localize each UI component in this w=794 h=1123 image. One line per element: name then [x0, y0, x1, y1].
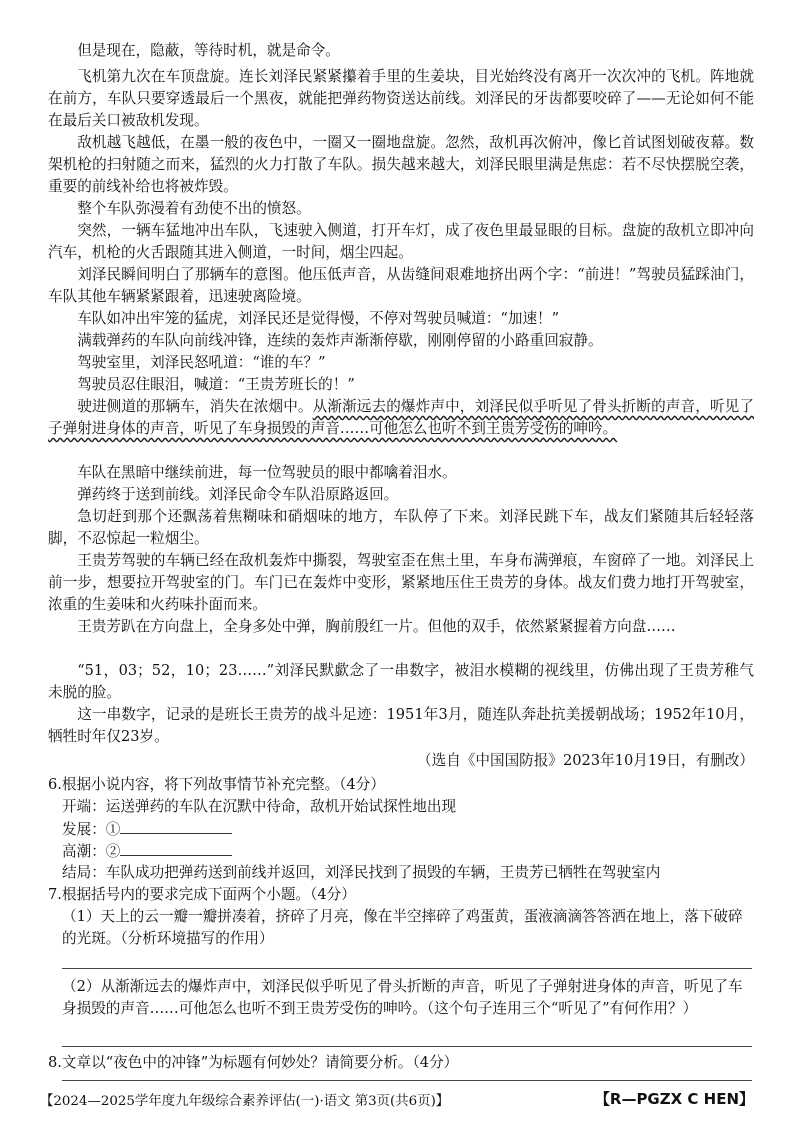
answer-line[interactable] [62, 1080, 752, 1081]
story-paragraph: 飞机第九次在车顶盘旋。连长刘泽民紧紧攥着手里的生姜块，目光始终没有离开一次次冲的飞机。阵地就在前方，车队只要穿透最后一个黑夜，就能把弹药物资送达前线。刘泽民的牙齿都要咬碎了——无论如何不能在最后关口被敌机发现。 [48, 68, 754, 129]
q6-climax [62, 840, 754, 863]
q6-start: 开端：运送弹药的车队在沉默中待命，敌机开始试探性地出现 [62, 798, 457, 815]
story-paragraph: 车队在黑暗中继续前进，每一位驾驶员的眼中都噙着泪水。 [77, 464, 457, 481]
question-6-title: 6.根据小说内容，将下列故事情节补充完整。（4分） [48, 776, 385, 793]
answer-line[interactable] [62, 1046, 752, 1047]
story-paragraph: 但是现在，隐蔽，等待时机，就是命令。 [77, 42, 340, 59]
story-paragraph: 王贵芳趴在方向盘上，全身多处中弹，胸前殷红一片。但他的双手，依然紧紧握着方向盘…… [77, 618, 676, 635]
story-sentence: 驶进侧道的那辆车，消失在浓烟中。 [77, 398, 313, 415]
answer-line[interactable] [62, 968, 752, 969]
question-7-title: 7.根据括号内的要求完成下面两个小题。（4分） [48, 886, 356, 903]
story-paragraph: 敌机越飞越低，在墨一般的夜色中，一圈又一圈地盘旋。忽然，敌机再次俯冲，像匕首试图划破夜幕。数架机枪的扫射随之而来，猛烈的火力打散了车队。损失越来越大，刘泽民眼里满是焦虑：若不尽快摆脱空袭，重要的前线补给也将被炸毁。 [48, 134, 754, 195]
story-paragraph: 刘泽民瞬间明白了那辆车的意图。他压低声音，从齿缝间艰难地挤出两个字：“前进！”驾驶员猛踩油门，车队其他车辆紧紧跟着，迅速驶离险境。 [48, 266, 754, 305]
q7-sub1: （1）天上的云一瓣一瓣拼凑着，挤碎了月亮，像在半空摔碎了鸡蛋黄，蛋液滴滴答答洒在地上，落下破碎的光斑。（分析环境描写的作用） [62, 908, 743, 947]
story-paragraph: 驾驶员忍住眼泪，喊道：“王贵芳班长的！” [77, 376, 355, 393]
q7-sub2: （2）从渐渐远去的爆炸声中，刘泽民似乎听见了骨头折断的声音，听见了子弹射进身体的声音，听见了车身损毁的声音……可他怎么也听不到王贵芳受伤的呻吟。（这个句子连用三个“听见了”有何作用？） [62, 978, 743, 1017]
story-paragraph: “51，03；52，10；23……”刘泽民默歔念了一串数字，被泪水模糊的视线里，仿佛出现了王贵芳稚气未脱的脸。 [48, 662, 754, 701]
story-paragraph: 突然，一辆车猛地冲出车队，飞速驶入侧道，打开车灯，成了夜色里最显眼的目标。盘旋的敌机立即冲向汽车，机枪的火舌跟随其进入侧道，一时间，烟尘四起。 [48, 222, 754, 261]
question-8-title: 8.文章以“夜色中的冲锋”为标题有何妙处？请简要分析。（4分） [48, 1054, 459, 1071]
story-paragraph: 这一串数字，记录的是班长王贵芳的战斗足迹：1951年3月，随连队奔赴抗美援朝战场；1952年10月，牺牲时年仅23岁。 [48, 706, 754, 745]
answer-blank-1[interactable] [120, 818, 232, 834]
q6-development [62, 818, 754, 841]
wavy-underlined-sentence: 从渐渐远去的爆炸声中，刘泽民似乎听见了骨头折断的声音，听见了子弹射进身体的声音，听见了车身损毁的声音……可他怎么也听不到王贵芳受伤的呻吟。 [48, 398, 754, 437]
story-paragraph-underlined [48, 396, 754, 440]
story-paragraph: 急切赶到那个还飘荡着焦糊味和硝烟味的地方，车队停了下来。刘泽民跳下车，战友们紧随其后轻轻落脚，不忍惊起一粒烟尘。 [48, 508, 754, 547]
story-paragraph: 王贵芳驾驶的车辆已经在敌机轰炸中撕裂，驾驶室歪在焦土里，车身布满弹痕，车窗碎了一地。刘泽民上前一步，想要拉开驾驶室的门。车门已在轰炸中变形，紧紧地压住王贵芳的身体。战友们费力地打开驾驶室，浓重的生姜味和火药味扑面而来。 [48, 552, 754, 613]
footer-page-info: 【2024—2025学年度九年级综合素养评估(一)·语文 第3页(共6页)】 [40, 1094, 450, 1109]
story-paragraph: 整个车队弥漫着有劲使不出的愤怒。 [77, 200, 311, 217]
source-citation: （选自《中国国防报》2023年10月19日，有删改） [417, 752, 754, 769]
footer-code: 【R—PGZX C HEN】 [594, 1090, 754, 1108]
story-paragraph: 弹药终于送到前线。刘泽民命令车队沿原路返回。 [77, 486, 399, 503]
q6-climax-label: 高潮：② [62, 843, 121, 860]
story-paragraph: 车队如冲出牢笼的猛虎，刘泽民还是觉得慢，不停对驾驶员喊道：“加速！” [77, 310, 560, 327]
story-paragraph: 驾驶室里，刘泽民怒吼道：“谁的车？” [77, 354, 326, 371]
story-paragraph: 满载弹药的车队向前线冲锋，连续的轰炸声渐渐停歇，刚刚停留的小路重回寂静。 [77, 332, 603, 349]
q6-development-label: 发展：① [62, 821, 121, 838]
q6-ending: 结局：车队成功把弹药送到前线并返回，刘泽民找到了损毁的车辆，王贵芳已牺牲在驾驶室内 [62, 864, 661, 881]
answer-blank-2[interactable] [120, 840, 232, 856]
